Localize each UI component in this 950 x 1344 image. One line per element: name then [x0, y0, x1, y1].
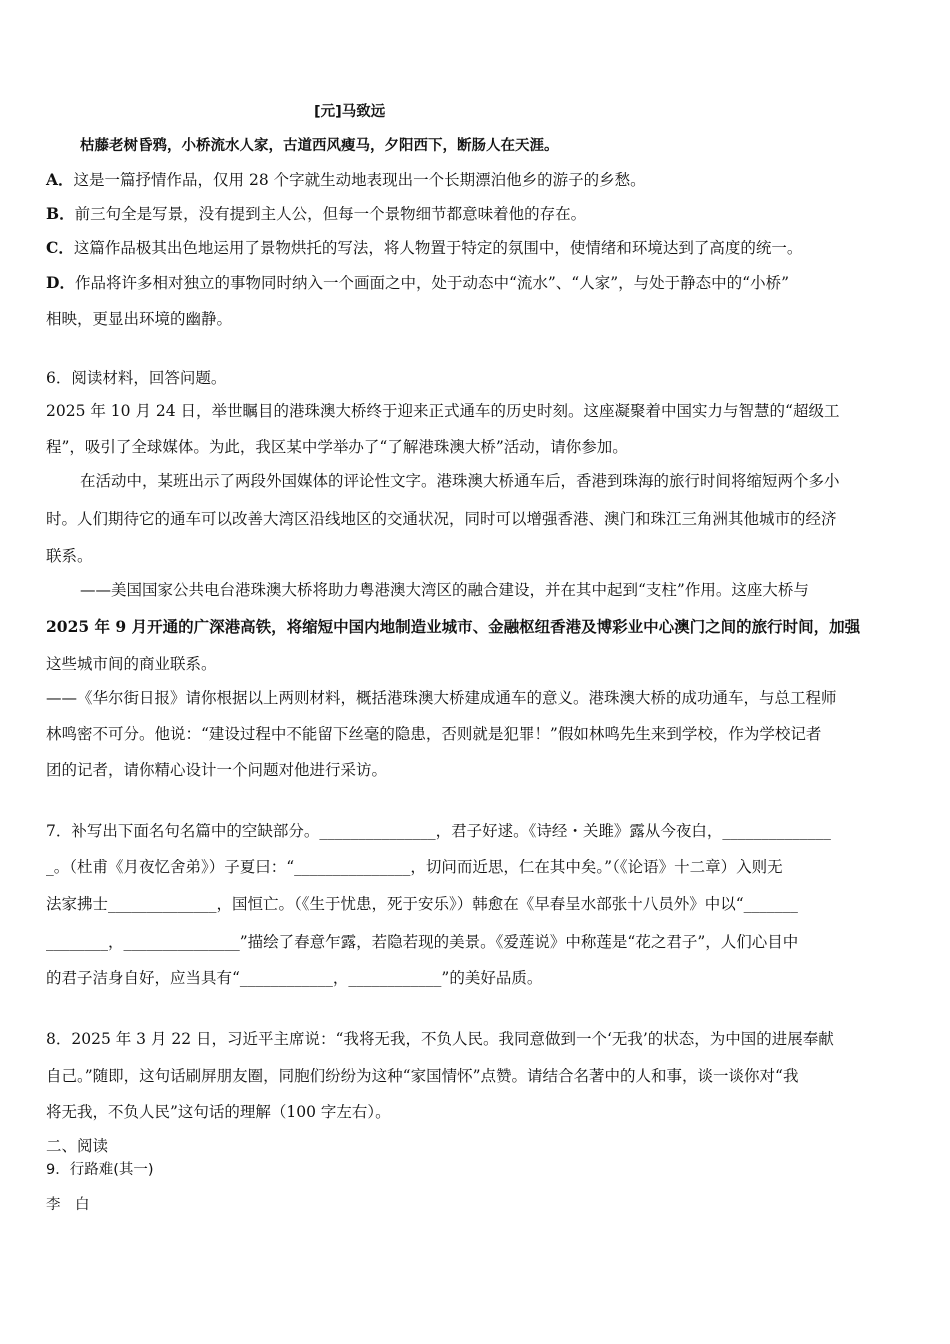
option-letter: C．: [46, 238, 74, 257]
q6-title: 6．阅读材料，回答问题。: [46, 369, 227, 387]
q7-line: _。（杜甫《月夜忆舍弟》）子夏曰：“_______________，切问而近思，仁在其中矣。”（《论语》十二章）入则无: [46, 858, 783, 876]
q6-material-line: 联系。: [46, 547, 93, 565]
q6-material-line: 这些城市间的商业联系。: [46, 655, 217, 673]
q6-task-line: 团的记者，请你精心设计一个问题对他进行采访。: [46, 761, 388, 779]
q8-line: 将无我，不负人民”这句话的理解（100 字左右）。: [46, 1103, 391, 1121]
q6-material-line: 2025 年 9 月开通的广深港高铁，将缩短中国内地制造业城市、金融枢纽香港及博彩业中心澳门之间的旅行时间，加强: [46, 617, 861, 636]
option-a: [46, 170, 646, 190]
option-text: 作品将许多相对独立的事物同时纳入一个画面之中，处于动态中“流水”、“人家”，与处于静态中的“小桥”: [74, 274, 790, 292]
q6-task-line: 林鸣密不可分。他说：“建设过程中不能留下丝毫的隐患，否则就是犯罪！”假如林鸣先生来到学校，作为学校记者: [46, 725, 822, 743]
q6-intro-line: 2025 年 10 月 24 日，举世瞩目的港珠澳大桥终于迎来正式通车的历史时刻。这座凝聚着中国实力与智慧的“超级工: [46, 402, 840, 420]
poem-author: [元]马致远: [314, 104, 386, 120]
option-b: [46, 204, 586, 224]
poem-text: 枯藤老树昏鸦，小桥流水人家，古道西风瘦马，夕阳西下，断肠人在天涯。: [80, 138, 559, 154]
q9-author: 李 白: [46, 1197, 90, 1213]
q8-line: 自己。”随即，这句话刷屏朋友圈，同胞们纷纷为这种“家国情怀”点赞。请结合名著中的人和事，谈一谈你对“我: [46, 1067, 799, 1085]
option-c: [46, 238, 802, 258]
q7-line: ________，_______________”描绘了春意乍露，若隐若现的美景。《爱莲说》中称莲是“花之君子”，人们心目中: [46, 933, 799, 951]
option-d: [46, 273, 789, 293]
option-letter: A．: [46, 170, 74, 189]
q6-material-line: ——美国国家公共电台港珠澳大桥将助力粤港澳大湾区的融合建设，并在其中起到“支柱”作用。这座大桥与: [80, 581, 809, 599]
q6-material-line: 时。人们期待它的通车可以改善大湾区沿线地区的交通状况，同时可以增强香港、澳门和珠江三角洲其他城市的经济: [46, 510, 837, 528]
q6-intro-line: 程”，吸引了全球媒体。为此，我区某中学举办了“了解港珠澳大桥”活动，请你参加。: [46, 438, 628, 456]
option-text: 这篇作品极其出色地运用了景物烘托的写法，将人物置于特定的氛围中，使情绪和环境达到了高度的统一。: [73, 239, 803, 257]
q7-line: 的君子洁身自好，应当具有“____________，____________”的美好品质。: [46, 969, 543, 987]
q7-line: 7．补写出下面名句名篇中的空缺部分。_______________，君子好逑。《诗经・关雎》露从今夜白，______________: [46, 822, 831, 840]
q9-title: 9．行路难(其一): [46, 1162, 154, 1178]
option-text: 这是一篇抒情作品，仅用 28 个字就生动地表现出一个长期漂泊他乡的游子的乡愁。: [73, 171, 646, 189]
option-letter: D．: [46, 273, 75, 292]
option-text: 前三句全是写景，没有提到主人公，但每一个景物细节都意味着他的存在。: [74, 205, 587, 223]
q6-material-line: 在活动中，某班出示了两段外国媒体的评论性文字。港珠澳大桥通车后，香港到珠海的旅行时间将缩短两个多小: [80, 472, 840, 490]
q7-line: 法家拂士______________，国恒亡。（《生于忧患，死于安乐》）韩愈在《早春呈水部张十八员外》中以“_______: [46, 895, 798, 913]
section-heading: 二、阅读: [46, 1137, 109, 1155]
q8-line: 8．2025 年 3 月 22 日，习近平主席说：“我将无我，不负人民。我同意做到一个‘无我’的状态，为中国的进展奉献: [46, 1030, 834, 1048]
option-letter: B．: [46, 204, 75, 223]
option-d-continued: 相映，更显出环境的幽静。: [46, 310, 233, 328]
q6-task-line: ——《华尔街日报》请你根据以上两则材料，概括港珠澳大桥建成通车的意义。港珠澳大桥的成功通车，与总工程师: [46, 689, 837, 707]
